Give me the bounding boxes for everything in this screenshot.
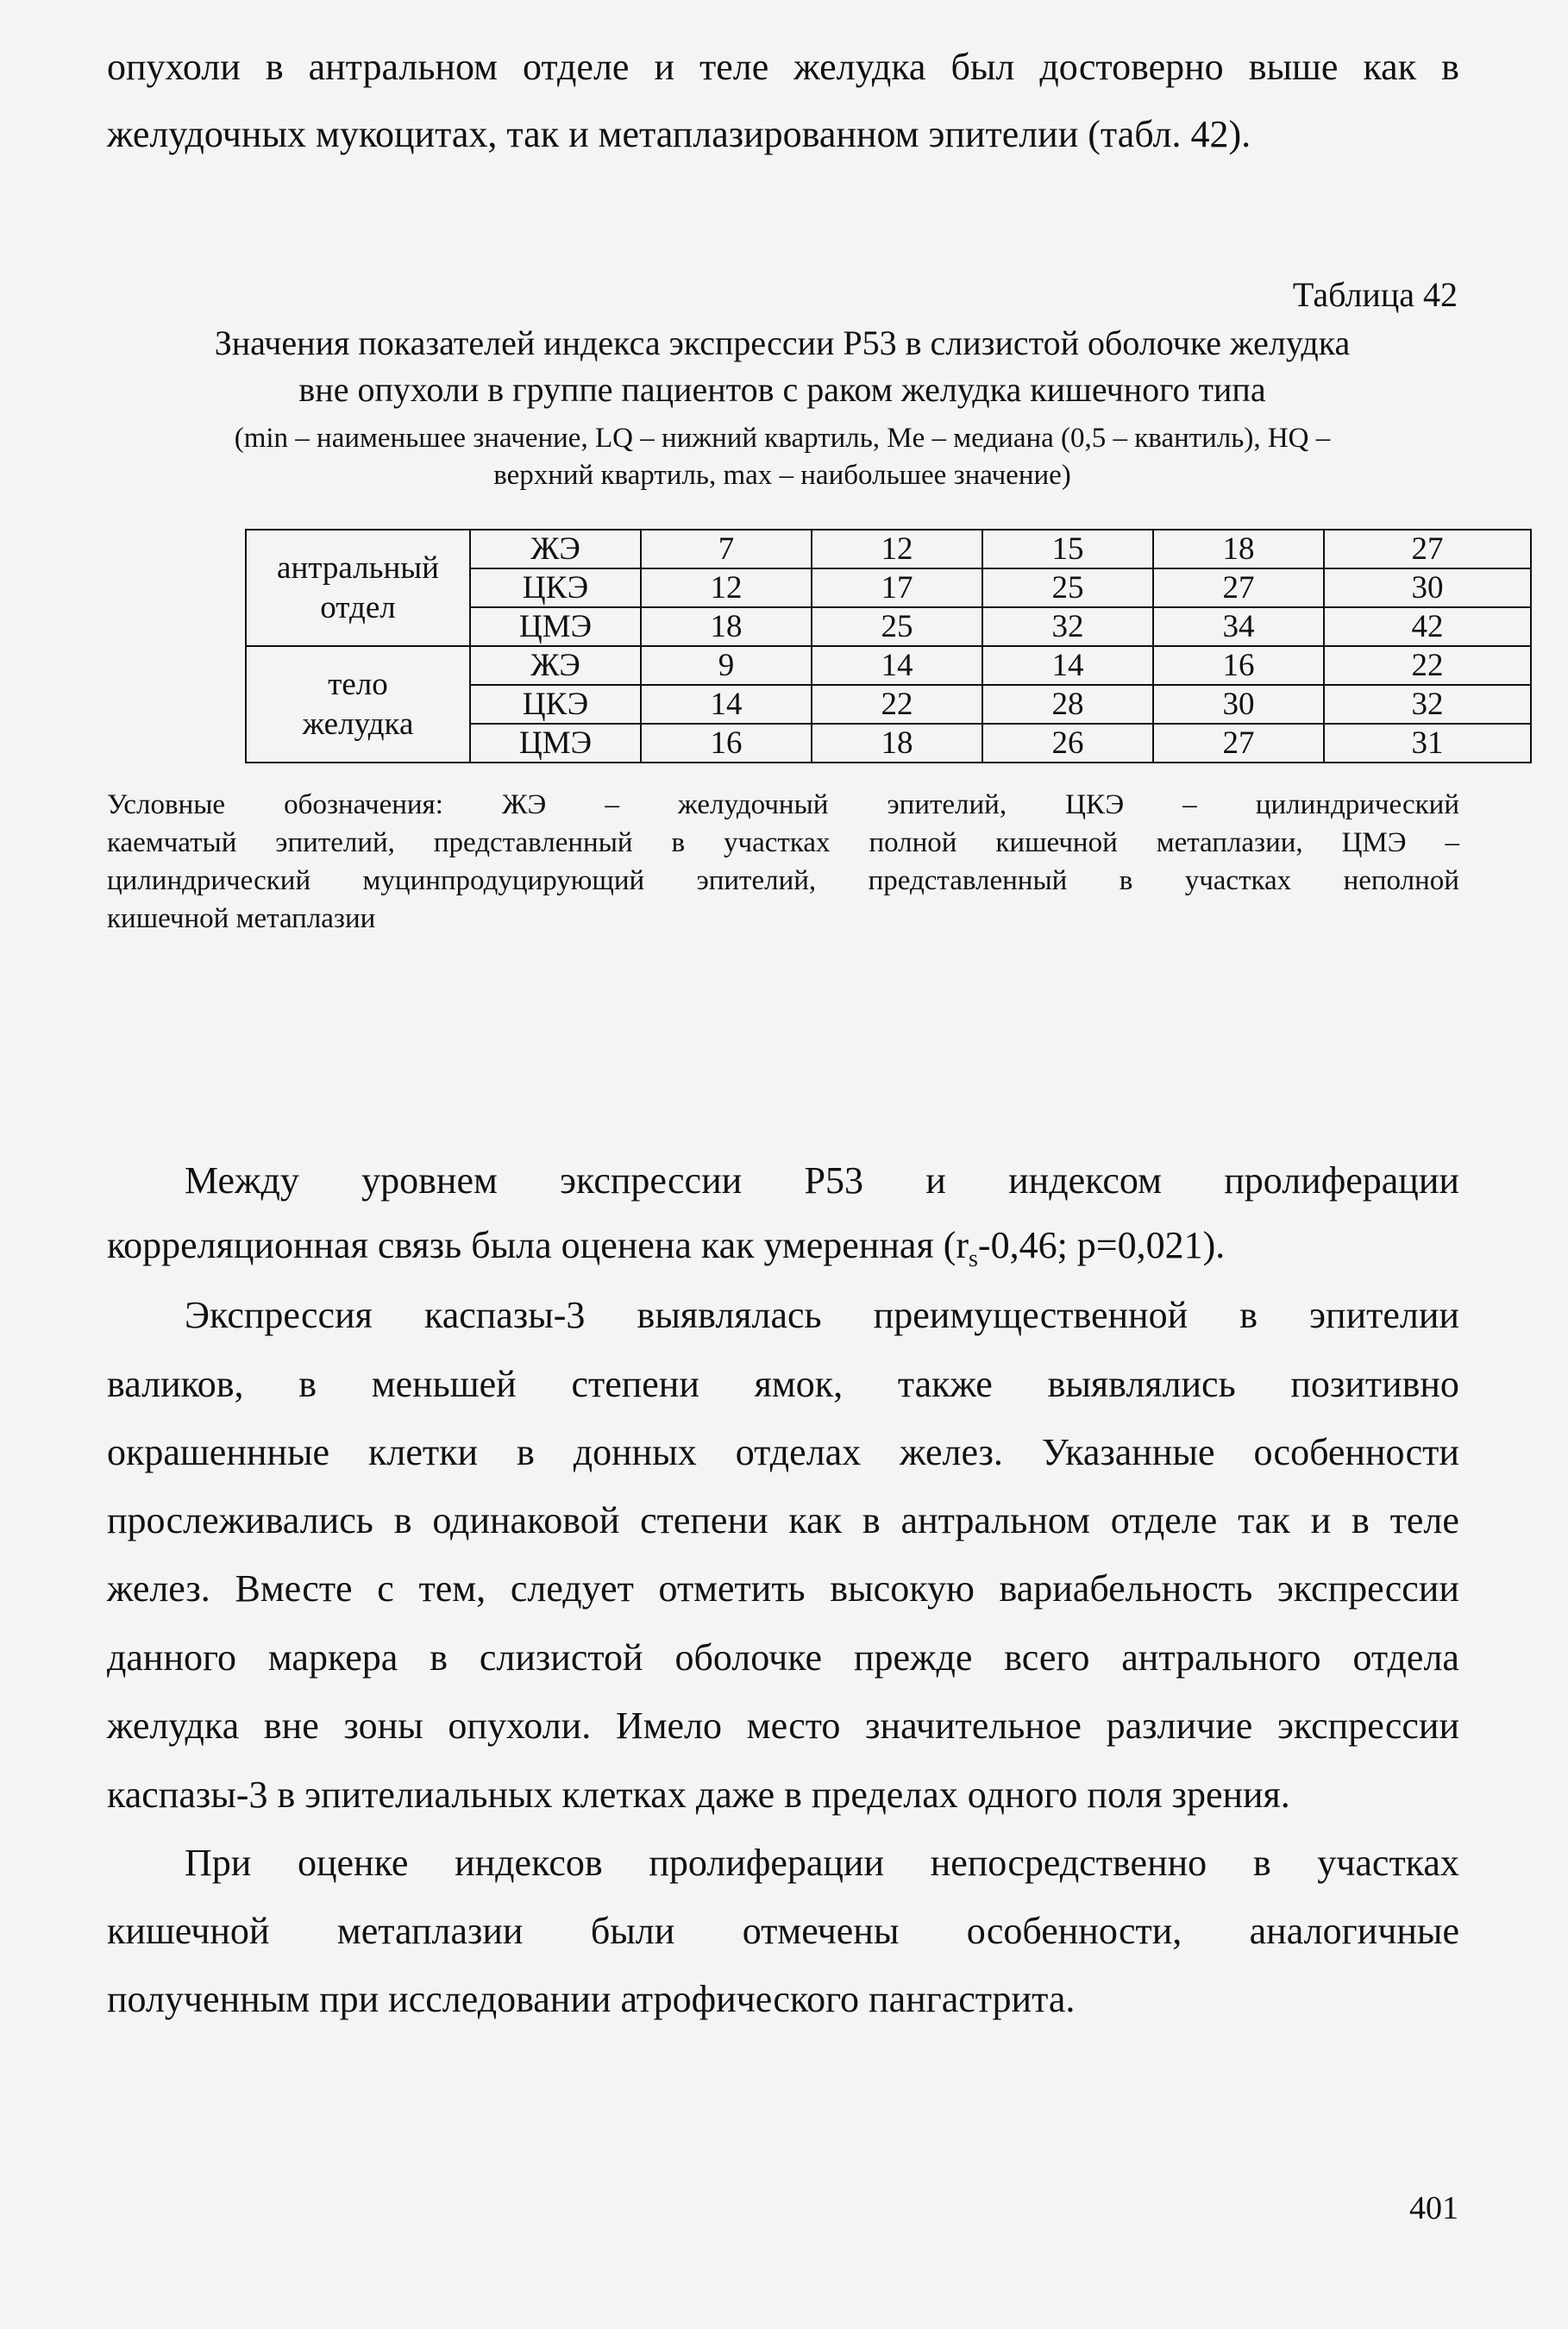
- word: желудочный: [677, 789, 829, 820]
- value-cell: 18: [1153, 530, 1324, 568]
- paragraph-line: [107, 1566, 1459, 1610]
- table-row: [246, 646, 1531, 685]
- table-subtitle: (min – наименьшее значение, LQ – нижний квартиль, Me – медиана (0,5 – квантиль), HQ –: [234, 423, 1331, 454]
- group-label-line: тело: [328, 666, 388, 702]
- word: слизистой: [479, 1636, 643, 1679]
- table-number: Таблица 42: [1292, 275, 1458, 314]
- word: Указанные: [1041, 1431, 1215, 1473]
- paragraph-line: [107, 1498, 1459, 1542]
- word: каемчатый: [107, 827, 237, 858]
- word: опухоли.: [448, 1704, 592, 1747]
- value-cell: 27: [1153, 568, 1324, 607]
- word: метаплазии,: [1156, 827, 1303, 858]
- word: прослеживались: [107, 1499, 373, 1541]
- word: ЦКЭ: [1065, 789, 1125, 820]
- paragraph-line: каспазы-3 в эпителиальных клетках даже в пределах одного поля зрения.: [107, 1773, 1290, 1816]
- value-cell: 27: [1324, 530, 1531, 568]
- word: пролиферации: [649, 1842, 885, 1884]
- value-cell: 14: [982, 646, 1153, 685]
- word: экспрессии: [560, 1159, 743, 1202]
- group-label-line: отдел: [320, 589, 396, 625]
- word: и: [1310, 1499, 1332, 1541]
- word: цилиндрический: [107, 865, 311, 896]
- word: донных: [573, 1431, 697, 1473]
- word: всего: [1004, 1636, 1090, 1679]
- value-cell: 15: [982, 530, 1153, 568]
- word: степени: [571, 1363, 699, 1405]
- word: как: [788, 1499, 843, 1541]
- value-cell: 16: [641, 724, 812, 763]
- word: прежде: [853, 1636, 973, 1679]
- word: в: [1239, 1294, 1258, 1336]
- word: и: [925, 1159, 946, 1202]
- word: эпителий,: [696, 865, 817, 896]
- table-legend: [107, 865, 1459, 897]
- word: в: [1252, 1842, 1271, 1884]
- word: зоны: [343, 1704, 423, 1747]
- word: были: [590, 1910, 675, 1952]
- row-label-cell: ЖЭ: [470, 530, 641, 568]
- table-title: Значения показателей индекса экспрессии P53 в слизистой оболочке желудка: [214, 323, 1351, 362]
- word: представленный: [868, 865, 1068, 896]
- word: участках: [1184, 865, 1292, 896]
- word: экспрессии: [1276, 1704, 1459, 1747]
- paragraph-line: полученным при исследовании атрофического пангастрита.: [107, 1978, 1076, 2020]
- word: метаплазии: [336, 1910, 524, 1952]
- word: непосредственно: [930, 1842, 1207, 1884]
- paragraph-line: желудочных мукоцитах, так и метаплазированном эпителии (табл. 42).: [107, 113, 1251, 155]
- value-cell: 32: [982, 607, 1153, 646]
- word: эпителий,: [275, 827, 395, 858]
- word: P53: [804, 1159, 863, 1202]
- word: в: [862, 1499, 881, 1541]
- paragraph-line: [107, 1704, 1459, 1748]
- word: тем,: [418, 1567, 486, 1610]
- word: опухоли: [107, 46, 241, 88]
- word: кишечной: [995, 827, 1118, 858]
- word: особенности: [1253, 1431, 1459, 1473]
- value-cell: 42: [1324, 607, 1531, 646]
- value-cell: 30: [1153, 685, 1324, 724]
- paragraph-line: [185, 1293, 1459, 1337]
- word: желудка: [793, 46, 926, 88]
- row-label-cell: ЦМЭ: [470, 724, 641, 763]
- table-subtitle: верхний квартиль, max – наибольшее значение): [493, 460, 1071, 491]
- word: муцинпродуцирующий: [362, 865, 645, 896]
- word: маркера: [267, 1636, 398, 1679]
- table-legend: [107, 789, 1459, 821]
- word: в: [1119, 865, 1133, 896]
- word: –: [605, 789, 619, 820]
- word: высокую: [830, 1567, 975, 1610]
- row-label-cell: ЦМЭ: [470, 607, 641, 646]
- word: в: [430, 1636, 448, 1679]
- word: следует: [510, 1567, 634, 1610]
- word: представленный: [433, 827, 633, 858]
- value-cell: 32: [1324, 685, 1531, 724]
- value-cell: 16: [1153, 646, 1324, 685]
- page-number: 401: [1409, 2190, 1458, 2226]
- word: Между: [185, 1159, 299, 1202]
- word: полной: [869, 827, 957, 858]
- word: в: [671, 827, 686, 858]
- word: экспрессии: [1276, 1567, 1459, 1610]
- word: антральном: [900, 1499, 1090, 1541]
- group-label-line: желудка: [302, 706, 414, 742]
- value-cell: 9: [641, 646, 812, 685]
- row-label-cell: ЦКЭ: [470, 568, 641, 607]
- word: теле: [1389, 1499, 1459, 1541]
- word: Вместе: [235, 1567, 353, 1610]
- value-cell: 18: [812, 724, 982, 763]
- value-cell: 25: [982, 568, 1153, 607]
- word: клетки: [368, 1431, 479, 1473]
- word: теле: [699, 46, 769, 88]
- word: в: [393, 1499, 412, 1541]
- word: так: [1238, 1499, 1290, 1541]
- word: как: [1363, 46, 1417, 88]
- word: отделах: [735, 1431, 862, 1473]
- word: выявлялись: [1047, 1363, 1236, 1405]
- table-title: вне опухоли в группе пациентов с раком желудка кишечного типа: [298, 370, 1266, 409]
- word: вариабельность: [999, 1567, 1253, 1610]
- word: –: [1445, 827, 1459, 858]
- word: меньшей: [371, 1363, 517, 1405]
- word: выявлялась: [637, 1294, 822, 1336]
- word: особенности,: [966, 1910, 1182, 1952]
- word: желез.: [900, 1431, 1003, 1473]
- word: обозначения:: [284, 789, 443, 820]
- word: место: [746, 1704, 841, 1747]
- value-cell: 27: [1153, 724, 1324, 763]
- subscript: s: [969, 1245, 978, 1272]
- word: в: [1441, 46, 1459, 88]
- word: участках: [1317, 1842, 1459, 1884]
- word: достоверно: [1039, 46, 1224, 88]
- word: кишечной: [107, 1910, 270, 1952]
- word: Экспрессия: [185, 1294, 373, 1336]
- word: преимущественной: [873, 1294, 1189, 1336]
- word: –: [1182, 789, 1197, 820]
- word: данного: [107, 1636, 236, 1679]
- word: валиков,: [107, 1363, 244, 1405]
- word: отделе: [522, 46, 630, 88]
- word: с: [377, 1567, 394, 1610]
- word: оболочке: [674, 1636, 823, 1679]
- word: отдела: [1352, 1636, 1459, 1679]
- word: отделе: [1110, 1499, 1218, 1541]
- value-cell: 14: [812, 646, 982, 685]
- word: ямок,: [754, 1363, 844, 1405]
- word: антрального: [1121, 1636, 1321, 1679]
- word: неполной: [1343, 865, 1459, 896]
- value-cell: 34: [1153, 607, 1324, 646]
- word: При: [185, 1842, 252, 1884]
- word: уровнем: [361, 1159, 498, 1202]
- value-cell: 30: [1324, 568, 1531, 607]
- value-cell: 18: [641, 607, 812, 646]
- word: каспазы-3: [423, 1294, 586, 1336]
- word: ЦМЭ: [1341, 827, 1407, 858]
- value-cell: 12: [812, 530, 982, 568]
- text: -0,46; p=0,021).: [977, 1224, 1226, 1266]
- word: в: [516, 1431, 535, 1473]
- word: индексов: [455, 1842, 603, 1884]
- value-cell: 14: [641, 685, 812, 724]
- word: эпителий,: [887, 789, 1007, 820]
- table-legend: кишечной метаплазии: [107, 903, 376, 934]
- value-cell: 26: [982, 724, 1153, 763]
- paragraph-line: [107, 45, 1459, 89]
- word: в: [298, 1363, 317, 1405]
- word: оценке: [297, 1842, 409, 1884]
- word: цилиндрический: [1255, 789, 1459, 820]
- paragraph-line: [185, 1841, 1459, 1885]
- word: в: [1352, 1499, 1370, 1541]
- word: желудка: [107, 1704, 240, 1747]
- value-cell: 25: [812, 607, 982, 646]
- word: вне: [263, 1704, 319, 1747]
- word: различие: [1106, 1704, 1253, 1747]
- word: желез.: [107, 1567, 210, 1610]
- word: антральном: [308, 46, 498, 88]
- table-legend: [107, 827, 1459, 859]
- value-cell: 31: [1324, 724, 1531, 763]
- word: индексом: [1008, 1159, 1162, 1202]
- row-label-cell: ЖЭ: [470, 646, 641, 685]
- word: степени: [640, 1499, 768, 1541]
- paragraph-line: [185, 1158, 1459, 1202]
- word: ЖЭ: [501, 789, 547, 820]
- row-group-label: [246, 646, 470, 763]
- word: одинаковой: [432, 1499, 620, 1541]
- value-cell: 22: [812, 685, 982, 724]
- text: корреляционная связь была оценена как умеренная (r: [107, 1224, 969, 1266]
- word: в: [265, 46, 284, 88]
- row-label-cell: ЦКЭ: [470, 685, 641, 724]
- paragraph-line: [107, 1430, 1459, 1474]
- word: отметить: [658, 1567, 806, 1610]
- word: Условные: [107, 789, 226, 820]
- value-cell: 7: [641, 530, 812, 568]
- paragraph-line: [107, 1223, 1459, 1273]
- word: также: [897, 1363, 993, 1405]
- table-row: [246, 530, 1531, 568]
- word: позитивно: [1290, 1363, 1459, 1405]
- word: эпителии: [1309, 1294, 1459, 1336]
- word: участках: [724, 827, 831, 858]
- word: пролиферации: [1224, 1159, 1459, 1202]
- value-cell: 12: [641, 568, 812, 607]
- paragraph-line: [107, 1635, 1459, 1679]
- word: отмечены: [742, 1910, 900, 1952]
- word: выше: [1248, 46, 1339, 88]
- data-table: [245, 529, 1532, 763]
- paragraph-line: [107, 1909, 1459, 1953]
- word: окрашеннные: [107, 1431, 330, 1473]
- value-cell: 17: [812, 568, 982, 607]
- paragraph-line: [107, 1362, 1459, 1406]
- word: Имело: [615, 1704, 723, 1747]
- value-cell: 22: [1324, 646, 1531, 685]
- row-group-label: [246, 530, 470, 646]
- group-label-line: антральный: [277, 549, 439, 586]
- value-cell: 28: [982, 685, 1153, 724]
- word: был: [950, 46, 1015, 88]
- word: и: [654, 46, 675, 88]
- word: значительное: [865, 1704, 1082, 1747]
- word: аналогичные: [1249, 1910, 1459, 1952]
